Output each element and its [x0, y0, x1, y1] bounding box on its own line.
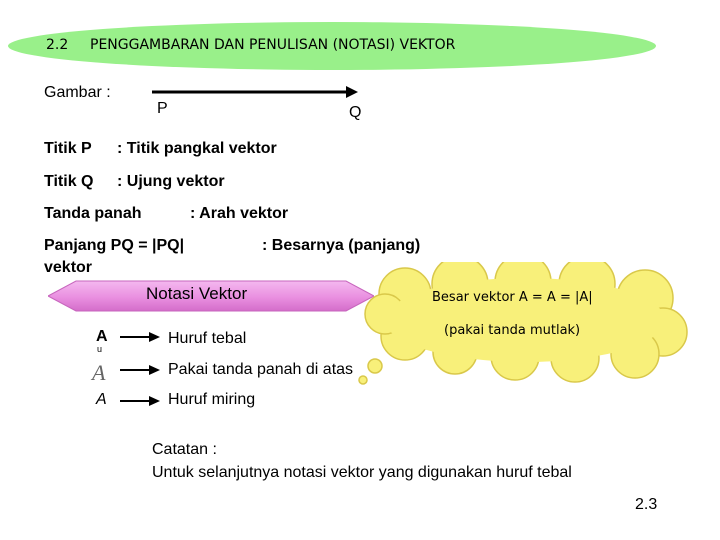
notation-bold-desc: Huruf tebal — [168, 330, 247, 347]
arrow-right-icon — [120, 363, 160, 377]
cloud-line-2: (pakai tanda mutlak) — [444, 323, 581, 338]
notation-arrow-desc: Pakai tanda panah di atas — [168, 361, 354, 378]
desc-titik-p: : Titik pangkal vektor — [117, 140, 277, 157]
point-q-label: Q — [349, 104, 362, 121]
note-heading: Catatan : — [152, 441, 217, 458]
arrow-right-icon — [120, 394, 160, 408]
term-titik-q: Titik Q — [44, 173, 94, 190]
desc-tanda-panah: : Arah vektor — [190, 205, 289, 222]
arrow-right-icon — [120, 330, 160, 344]
term-panjang-pq-cont: vektor — [44, 259, 93, 276]
point-p-label: P — [157, 100, 168, 117]
cloud-line-1: Besar vektor A = A = |A| — [432, 290, 593, 305]
vector-pq-arrow-icon — [150, 84, 360, 100]
notation-bold-symbol: A — [96, 328, 108, 345]
figure-label: Gambar : — [44, 84, 111, 101]
term-panjang-pq: Panjang PQ = |PQ| — [44, 237, 185, 254]
notation-italic-symbol: A — [96, 391, 107, 408]
note-text: Untuk selanjutnya notasi vektor yang digunakan huruf tebal — [152, 464, 572, 481]
notation-italic-desc: Huruf miring — [168, 391, 256, 408]
notation-arrow-symbol: A — [92, 360, 106, 385]
term-titik-p: Titik P — [44, 140, 92, 157]
desc-panjang-pq: : Besarnya (panjang) — [262, 237, 421, 254]
notation-bold-sub: u — [97, 344, 103, 354]
section-title: PENGGAMBARAN DAN PENULISAN (NOTASI) VEKTOR — [90, 37, 456, 53]
page-number: 2.3 — [635, 496, 658, 513]
term-tanda-panah: Tanda panah — [44, 205, 142, 222]
section-number: 2.2 — [46, 37, 69, 53]
notation-title: Notasi Vektor — [146, 284, 248, 303]
desc-titik-q: : Ujung vektor — [117, 173, 225, 190]
